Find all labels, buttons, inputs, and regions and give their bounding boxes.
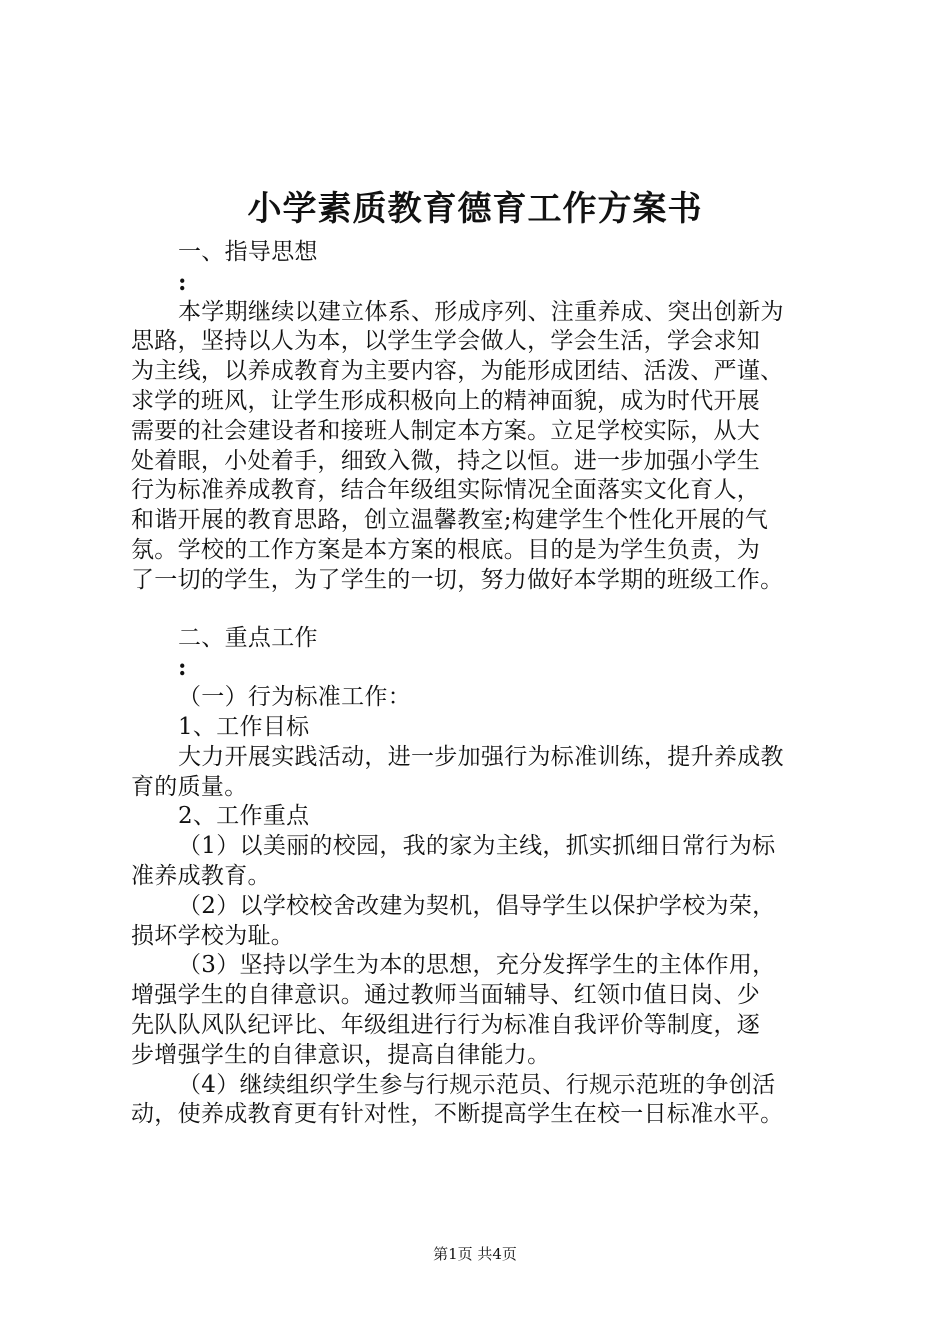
paragraph-line: 了一切的学生，为了学生的一切，努力做好本学期的班级工作。 — [131, 566, 784, 593]
paragraph-line: 思路，坚持以人为本，以学生学会做人，学会生活，学会求知 — [131, 328, 761, 355]
point-line: （2）以学校校舍改建为契机，倡导学生以保护学校为荣， — [178, 892, 776, 919]
point-line: 步增强学生的自律意识，提高自律能力。 — [131, 1041, 551, 1068]
point-line: （4）继续组织学生参与行规示范员、行规示范班的争创活 — [178, 1071, 776, 1098]
paragraph-line: 育的质量。 — [131, 773, 248, 800]
paragraph-line: 需要的社会建设者和接班人制定本方案。立足学校实际，从大 — [131, 417, 761, 444]
paragraph-line: 求学的班风，让学生形成积极向上的精神面貌，成为时代开展 — [131, 387, 761, 414]
section-spacer — [131, 596, 851, 624]
point-line: 增强学生的自律意识。通过教师当面辅导、红领巾值日岗、少 — [131, 982, 761, 1009]
section-colon: : — [178, 268, 187, 296]
point-line: （1）以美丽的校园，我的家为主线，抓实抓细日常行为标 — [178, 833, 776, 860]
section-colon: : — [178, 654, 187, 682]
paragraph-line: 氛。学校的工作方案是本方案的根底。目的是为学生负责，为 — [131, 536, 761, 563]
section-heading-guiding-thought: 一、指导思想 — [178, 239, 318, 265]
point-line: 损坏学校为耻。 — [131, 922, 295, 949]
point-line: 动，使养成教育更有针对性，不断提高学生在校一日标准水平。 — [131, 1101, 784, 1128]
item-heading-goal: 1、工作目标 — [178, 713, 310, 740]
page-footer: 第1页 共4页 — [433, 1245, 517, 1263]
paragraph-line: 为主线，以养成教育为主要内容，为能形成团结、活泼、严谨、 — [131, 358, 784, 385]
paragraph-line: 大力开展实践活动，进一步加强行为标准训练，提升养成教 — [178, 743, 784, 770]
point-line: 准养成教育。 — [131, 862, 271, 889]
point-line: 先队队风队纪评比、年级组进行行为标准自我评价等制度，逐 — [131, 1011, 761, 1038]
item-heading-focus: 2、工作重点 — [178, 803, 310, 830]
paragraph-line: 处着眼，小处着手，细致入微，持之以恒。进一步加强小学生 — [131, 447, 761, 474]
paragraph-line: 和谐开展的教育思路，创立温馨教室;构建学生个性化开展的气 — [131, 507, 769, 534]
point-line: （3）坚持以学生为本的思想，充分发挥学生的主体作用， — [178, 952, 776, 979]
paragraph-line: 行为标准养成教育，结合年级组实际情况全面落实文化育人， — [131, 477, 761, 504]
subsection-heading: （一）行为标准工作： — [178, 684, 411, 711]
paragraph-line: 本学期继续以建立体系、形成序列、注重养成、突出创新为 — [178, 298, 784, 325]
document-body — [131, 238, 851, 1130]
document-title: 小学素质教育德育工作方案书 — [247, 189, 703, 229]
section-heading-key-work: 二、重点工作 — [178, 624, 318, 651]
